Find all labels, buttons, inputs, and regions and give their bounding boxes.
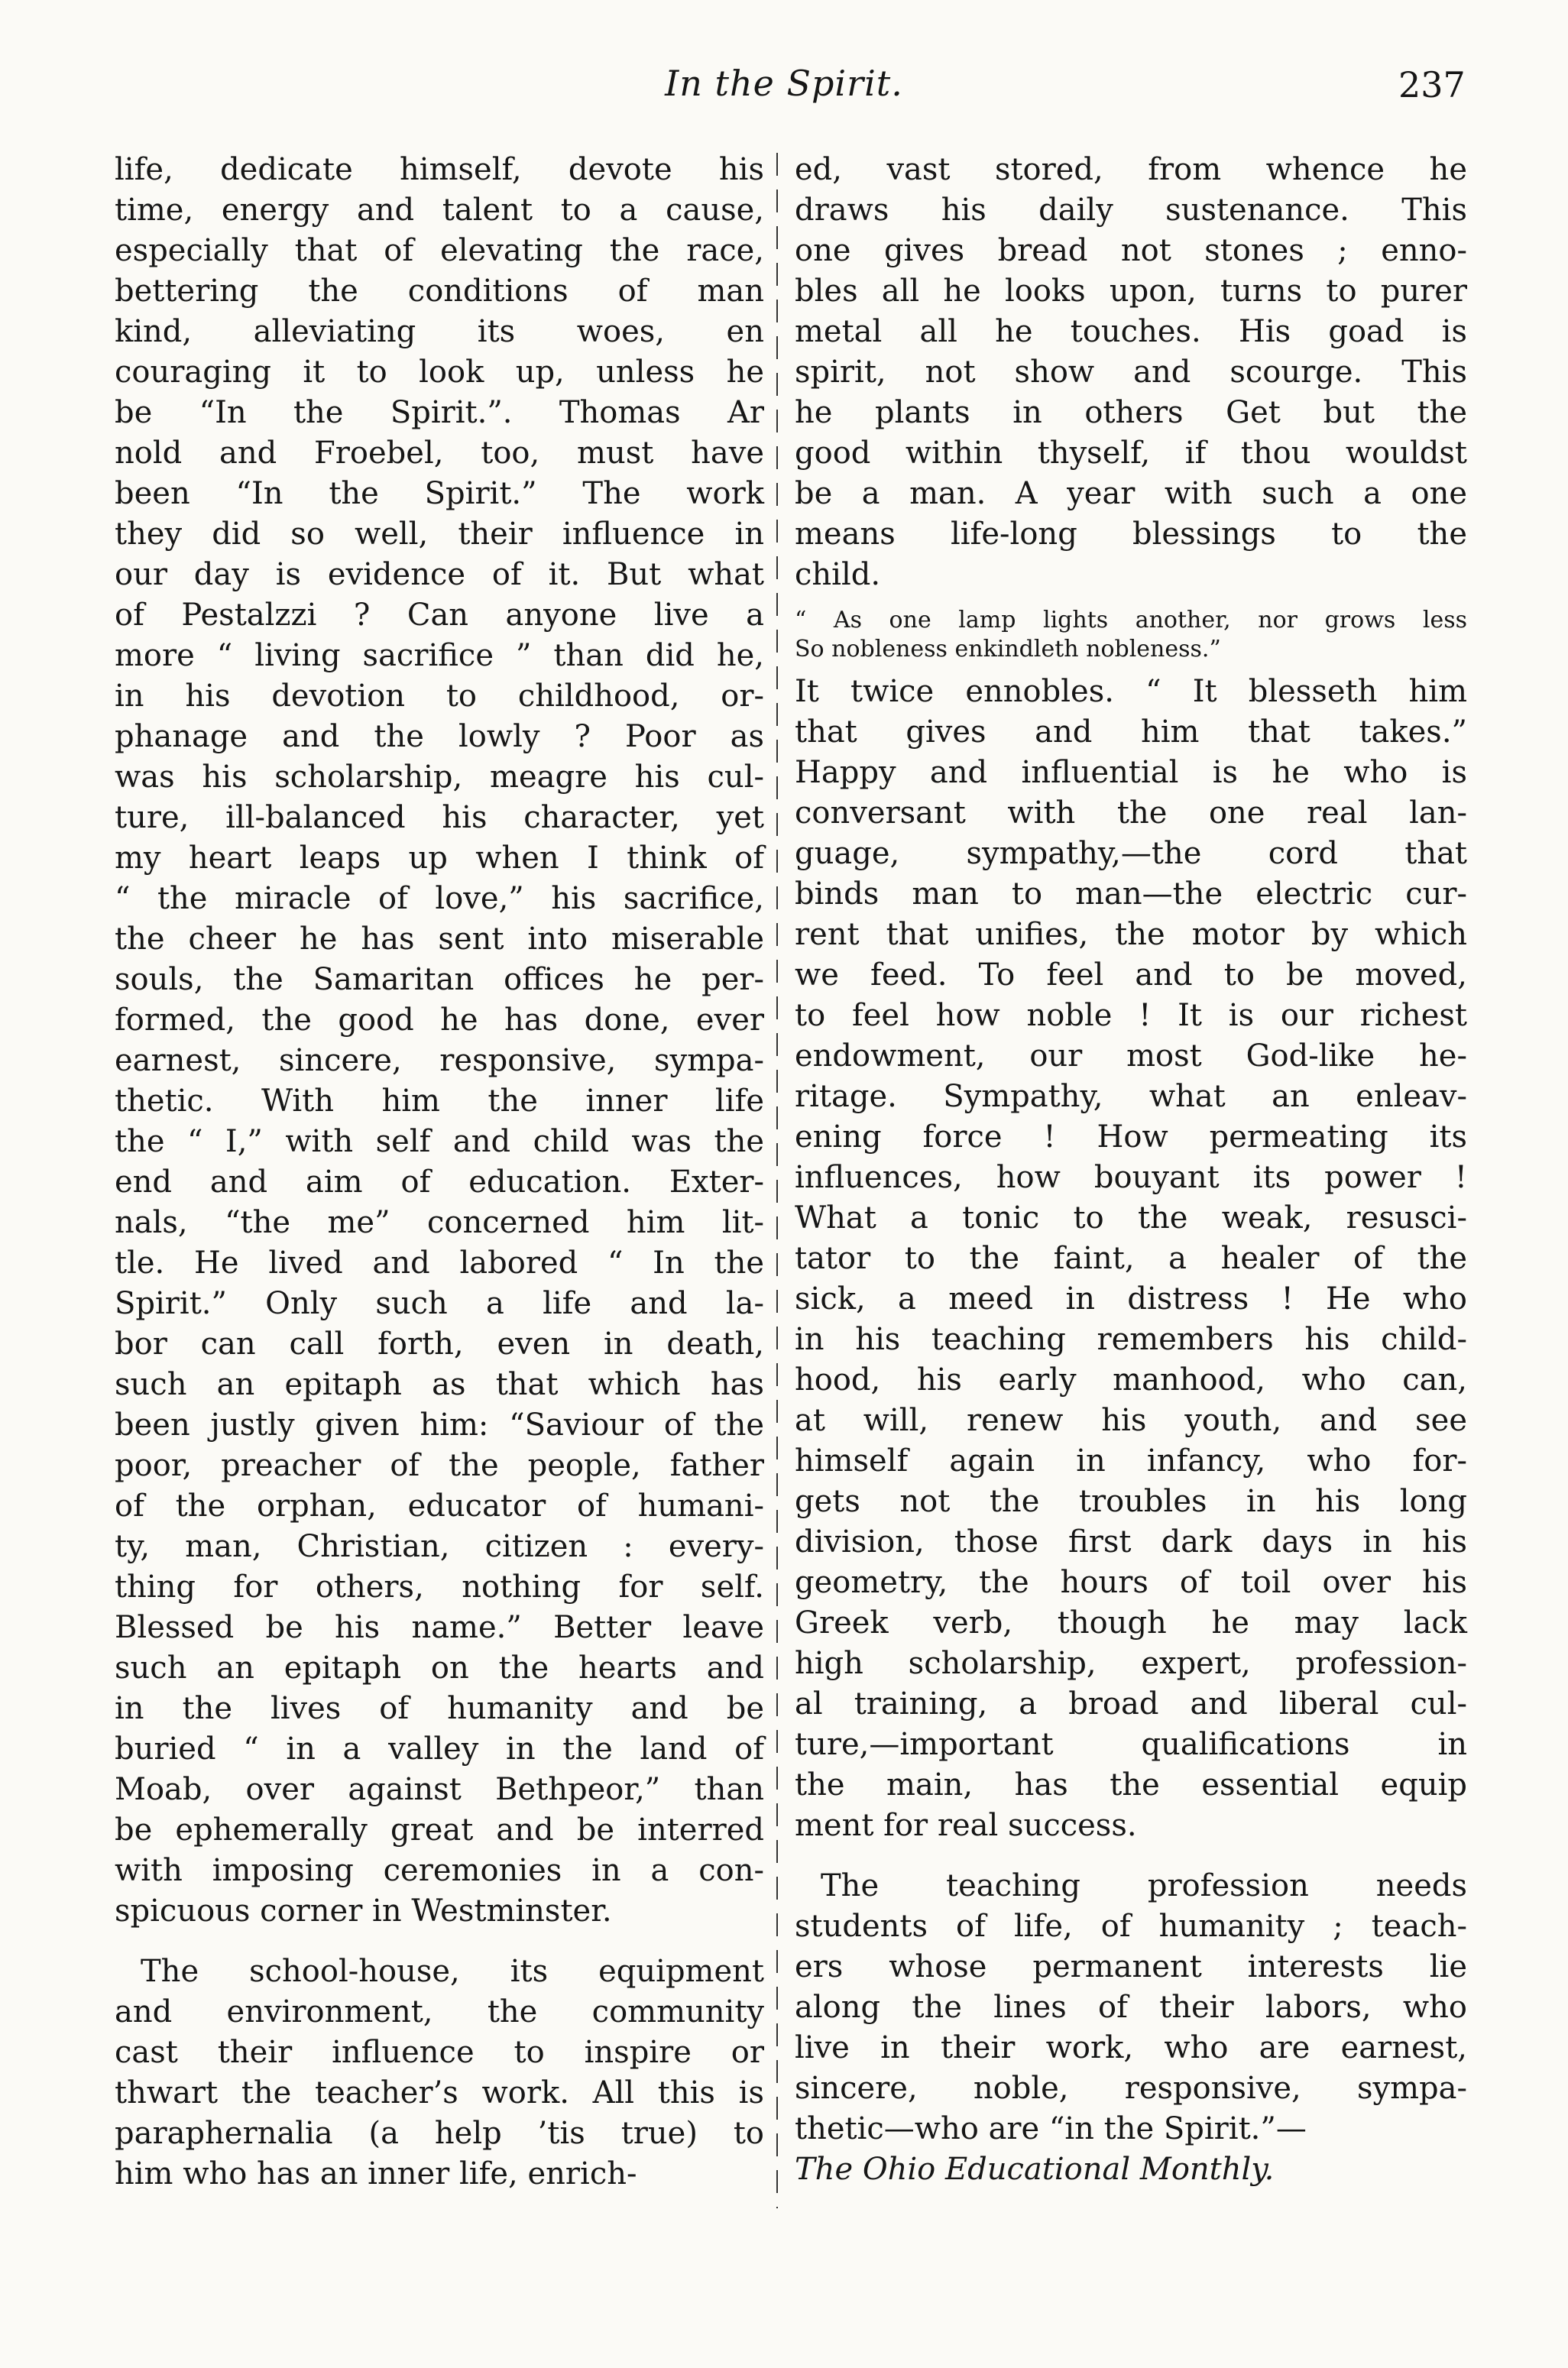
text-line: in the lives of humanity and be	[115, 1691, 764, 1726]
text-line: kind, alleviating its woes, en	[115, 314, 764, 349]
text-line: souls, the Samaritan offices he per-	[115, 962, 764, 997]
right-paragraph-3	[795, 1866, 1467, 2149]
text-line: to feel how noble ! It is our richest	[795, 998, 1467, 1033]
text-line: we feed. To feel and to be moved,	[795, 957, 1467, 993]
text-line: at will, renew his youth, and see	[795, 1403, 1467, 1438]
text-line: “ the miracle of love,” his sacrifice,	[115, 881, 764, 916]
text-line: of Pestalzzi ? Can anyone live a	[115, 598, 764, 633]
text-line: buried “ in a valley in the land of	[115, 1731, 764, 1767]
text-line: students of life, of humanity ; teach-	[795, 1909, 1467, 1944]
text-line: with imposing ceremonies in a con-	[115, 1853, 764, 1888]
page-number: 237	[1398, 64, 1466, 105]
text-line: especially that of elevating the race,	[115, 233, 764, 268]
text-line: my heart leaps up when I think of	[115, 841, 764, 876]
text-line: in his devotion to childhood, or-	[115, 679, 764, 714]
right-paragraph-1	[795, 150, 1467, 595]
text-line: ed, vast stored, from whence he	[795, 152, 1467, 187]
text-line: ty, man, Christian, citizen : every-	[115, 1529, 764, 1564]
text-line: geometry, the hours of toil over his	[795, 1565, 1467, 1600]
text-line: ture,—important qualifications in	[795, 1727, 1467, 1762]
source-attribution: The Ohio Educational Monthly.	[795, 2152, 1275, 2187]
text-line: he plants in others Get but the	[795, 395, 1467, 430]
text-line: sincere, noble, responsive, sympa-	[795, 2071, 1467, 2106]
text-line: paraphernalia (a help ’tis true) to	[115, 2116, 764, 2151]
text-line: What a tonic to the weak, resusci-	[795, 1200, 1467, 1236]
text-line: Blessed be his name.” Better leave	[115, 1610, 764, 1645]
running-head: In the Spirit.	[665, 63, 903, 104]
text-line: be a man. A year with such a one	[795, 476, 1467, 511]
text-line: ment for real success.	[795, 1808, 1137, 1843]
text-line: division, those first dark days in his	[795, 1524, 1467, 1560]
text-line: formed, the good he has done, ever	[115, 1003, 764, 1038]
text-line: The teaching profession needs	[821, 1868, 1467, 1903]
text-line: himself again in infancy, who for-	[795, 1443, 1467, 1479]
text-line: conversant with the one real lan-	[795, 795, 1467, 831]
text-line: end and aim of education. Exter-	[115, 1165, 764, 1200]
text-line: thetic. With him the inner life	[115, 1084, 764, 1119]
text-line: rent that unifies, the motor by which	[795, 917, 1467, 952]
text-line: phanage and the lowly ? Poor as	[115, 719, 764, 754]
text-line: guage, sympathy,—the cord that	[795, 836, 1467, 871]
text-line: been “In the Spirit.” The work	[115, 476, 764, 511]
text-line: al training, a broad and liberal cul-	[795, 1686, 1467, 1722]
text-line: thing for others, nothing for self.	[115, 1569, 764, 1605]
text-line: nold and Froebel, too, must have	[115, 436, 764, 471]
text-line: good within thyself, if thou wouldst	[795, 436, 1467, 471]
text-line: metal all he touches. His goad is	[795, 314, 1467, 349]
text-line: was his scholarship, meagre his cul-	[115, 760, 764, 795]
text-line: poor, preacher of the people, father	[115, 1448, 764, 1483]
column-divider	[776, 153, 778, 2208]
text-line: bles all he looks upon, turns to purer	[795, 274, 1467, 309]
text-line: means life-long blessings to the	[795, 517, 1467, 552]
text-line: It twice ennobles. “ It blesseth him	[795, 674, 1467, 709]
text-line: high scholarship, expert, profession-	[795, 1646, 1467, 1681]
text-line: Greek verb, though he may lack	[795, 1605, 1467, 1641]
text-line: in his teaching remembers his child-	[795, 1322, 1467, 1357]
text-line: binds man to man—the electric cur-	[795, 876, 1467, 912]
text-line: and environment, the community	[115, 1994, 764, 2029]
text-line: draws his daily sustenance. This	[795, 193, 1467, 228]
left-paragraph-1	[115, 150, 764, 1932]
left-paragraph-2	[115, 1952, 764, 2195]
text-line: couraging it to look up, unless he	[115, 355, 764, 390]
text-line: the cheer he has sent into miserable	[115, 922, 764, 957]
text-line: ritage. Sympathy, what an enleav-	[795, 1079, 1467, 1114]
text-line: tator to the faint, a healer of the	[795, 1241, 1467, 1276]
text-line: The school-house, its equipment	[141, 1954, 764, 1989]
text-line: nals, “the me” concerned him lit-	[115, 1205, 764, 1240]
text-line: him who has an inner life, enrich-	[115, 2156, 637, 2191]
right-paragraph-2	[795, 672, 1467, 1846]
text-line: thetic—who are “in the Spirit.”—	[795, 2111, 1307, 2146]
left-column	[115, 150, 764, 2195]
text-line: endowment, our most God-like he-	[795, 1038, 1467, 1074]
text-line: gets not the troubles in his long	[795, 1484, 1467, 1519]
text-line: live in their work, who are earnest,	[795, 2030, 1467, 2065]
quote-line: So nobleness enkindleth nobleness.”	[795, 636, 1221, 662]
text-line: sick, a meed in distress ! He who	[795, 1281, 1467, 1317]
text-line: ening force ! How permeating its	[795, 1119, 1467, 1155]
text-line: influences, how bouyant its power !	[795, 1160, 1467, 1195]
text-line: Happy and influential is he who is	[795, 755, 1467, 790]
text-line: be “In the Spirit.”. Thomas Ar	[115, 395, 764, 430]
quote-line: “ As one lamp lights another, nor grows less	[795, 607, 1467, 633]
text-line: Spirit.” Only such a life and la-	[115, 1286, 764, 1321]
right-column	[795, 150, 1467, 2190]
text-line: ture, ill-balanced his character, yet	[115, 800, 764, 835]
text-line: that gives and him that takes.”	[795, 714, 1467, 750]
text-line: along the lines of their labors, who	[795, 1990, 1467, 2025]
text-line: one gives bread not stones ; enno-	[795, 233, 1467, 268]
text-line: Moab, over against Bethpeor,” than	[115, 1772, 764, 1807]
text-line: they did so well, their influence in	[115, 517, 764, 552]
text-line: such an epitaph on the hearts and	[115, 1650, 764, 1686]
text-line: such an epitaph as that which has	[115, 1367, 764, 1402]
text-line: time, energy and talent to a cause,	[115, 193, 764, 228]
text-line: been justly given him: “Saviour of the	[115, 1408, 764, 1443]
text-line: tle. He lived and labored “ In the	[115, 1246, 764, 1281]
text-line: our day is evidence of it. But what	[115, 557, 764, 592]
text-line: bor can call forth, even in death,	[115, 1327, 764, 1362]
text-line: spirit, not show and scourge. This	[795, 355, 1467, 390]
text-line: thwart the teacher’s work. All this is	[115, 2075, 764, 2110]
text-line: spicuous corner in Westminster.	[115, 1893, 612, 1929]
text-line: life, dedicate himself, devote his	[115, 152, 764, 187]
poetry-quote	[795, 606, 1467, 664]
text-line: the main, has the essential equip	[795, 1767, 1467, 1803]
text-line: of the orphan, educator of humani-	[115, 1489, 764, 1524]
text-line: ers whose permanent interests lie	[795, 1949, 1467, 1984]
text-line: more “ living sacrifice ” than did he,	[115, 638, 764, 673]
text-line: cast their influence to inspire or	[115, 2035, 764, 2070]
text-line: be ephemerally great and be interred	[115, 1812, 764, 1848]
text-line: hood, his early manhood, who can,	[795, 1362, 1467, 1398]
text-line: bettering the conditions of man	[115, 274, 764, 309]
text-line: the “ I,” with self and child was the	[115, 1124, 764, 1159]
text-line: child.	[795, 557, 881, 592]
text-line: earnest, sincere, responsive, sympa-	[115, 1043, 764, 1078]
